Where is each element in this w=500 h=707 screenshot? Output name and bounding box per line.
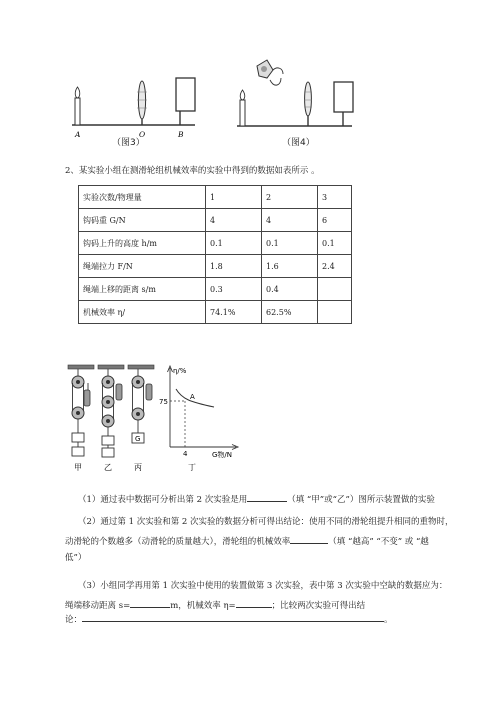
q3-text-e: 。 — [384, 615, 393, 625]
table-cell: 3 — [318, 186, 352, 209]
table-cell: 钩码上升的高度 h/m — [79, 232, 206, 255]
table-cell: 6 — [318, 209, 352, 232]
question-2-part-2-line-2 — [65, 534, 429, 548]
question-2-part-3-line-2 — [65, 598, 365, 612]
question-2-part-2-line-3: 低”） — [65, 553, 87, 563]
table-cell: 1.8 — [206, 255, 262, 278]
table-cell: 0.1 — [206, 232, 262, 255]
table-cell — [318, 278, 352, 301]
pulley-label-bing: 丙 — [134, 463, 142, 472]
table-cell: 1.6 — [262, 255, 318, 278]
table-cell: 2.4 — [318, 255, 352, 278]
table-cell: 74.1% — [206, 301, 262, 324]
table-cell: 4 — [206, 209, 262, 232]
question-2-part-2-line-1: （2）通过第 1 次实验和第 2 次实验的数据分析可得出结论：使用不同的滑轮组提升相同的重物时， — [78, 517, 454, 527]
pulley-label-yi: 乙 — [104, 463, 112, 472]
point-b-label: B — [178, 130, 184, 139]
table-row — [79, 278, 352, 301]
table-cell: 机械效率 η/ — [79, 301, 206, 324]
graph-x-tick: 4 — [183, 450, 188, 458]
table-cell: 绳端拉力 F/N — [79, 255, 206, 278]
efficiency-graph — [160, 362, 245, 477]
q2-text-b: （填 “越高” “不变” 或 “越 — [328, 537, 429, 547]
figure-4-caption: （图4） — [282, 138, 315, 148]
table-row — [79, 301, 352, 324]
figure-3-caption: （图3） — [112, 138, 145, 148]
q3-blank-efficiency[interactable] — [236, 598, 272, 608]
graph-ylabel: η/% — [173, 367, 187, 375]
q1-text-a: （1）通过表中数据可分析出第 2 次实验是用 — [78, 495, 248, 505]
point-o-label: O — [139, 130, 146, 139]
q2-blank[interactable] — [290, 534, 328, 544]
table-row — [79, 186, 352, 209]
table-row — [79, 232, 352, 255]
pulley-label-jia: 甲 — [74, 463, 82, 472]
point-a-label: A — [75, 130, 81, 139]
q3-text-d: 论： — [65, 615, 83, 625]
q1-text-b: （填 “甲”或“乙”）图所示装置做的实验 — [287, 495, 435, 505]
question-2-intro: 2、某实验小组在测滑轮组机械效率的实验中得到的数据如表所示 。 — [65, 166, 320, 176]
q3-blank-distance[interactable] — [130, 598, 170, 608]
question-2-part-3-line-1: （3）小组同学再用第 1 次实验中使用的装置做第 3 次实验，表中第 3 次实验中空缺的数据应为： — [78, 581, 448, 591]
table-cell: 0.1 — [318, 232, 352, 255]
table-row — [79, 209, 352, 232]
pulley-g-label: G — [135, 435, 141, 443]
table-cell: 1 — [206, 186, 262, 209]
question-2-part-1 — [78, 492, 435, 506]
q2-text-a: 动滑轮的个数越多（动滑轮的质量越大），滑轮组的机械效率 — [65, 537, 291, 547]
graph-point-a: A — [190, 393, 195, 401]
graph-label-ding: 丁 — [188, 463, 196, 472]
table-cell: 钩码重 G/N — [79, 209, 206, 232]
question-2-part-3-line-3 — [65, 612, 393, 626]
table-cell: 2 — [262, 186, 318, 209]
graph-xlabel: G物/N — [212, 451, 233, 459]
table-cell: 62.5% — [262, 301, 318, 324]
q1-blank[interactable] — [247, 492, 287, 502]
table-cell: 4 — [262, 209, 318, 232]
pulley-figures — [64, 362, 164, 477]
q3-blank-conclusion[interactable] — [82, 612, 384, 622]
figure-4 — [237, 56, 362, 146]
table-cell: 绳端上移的距离 s/m — [79, 278, 206, 301]
table-cell: 0.1 — [262, 232, 318, 255]
q3-text-b: m，机械效率 η= — [170, 601, 236, 611]
table-cell: 实验次数/物理量 — [79, 186, 206, 209]
data-table — [78, 185, 352, 324]
table-row — [79, 255, 352, 278]
table-cell — [318, 301, 352, 324]
graph-y-tick: 75 — [159, 398, 168, 406]
table-cell: 0.3 — [206, 278, 262, 301]
q3-text-a: 绳端移动距离 s= — [65, 601, 131, 611]
q3-text-c: ；比较两次实验可得出结 — [271, 601, 366, 611]
table-cell: 0.4 — [262, 278, 318, 301]
